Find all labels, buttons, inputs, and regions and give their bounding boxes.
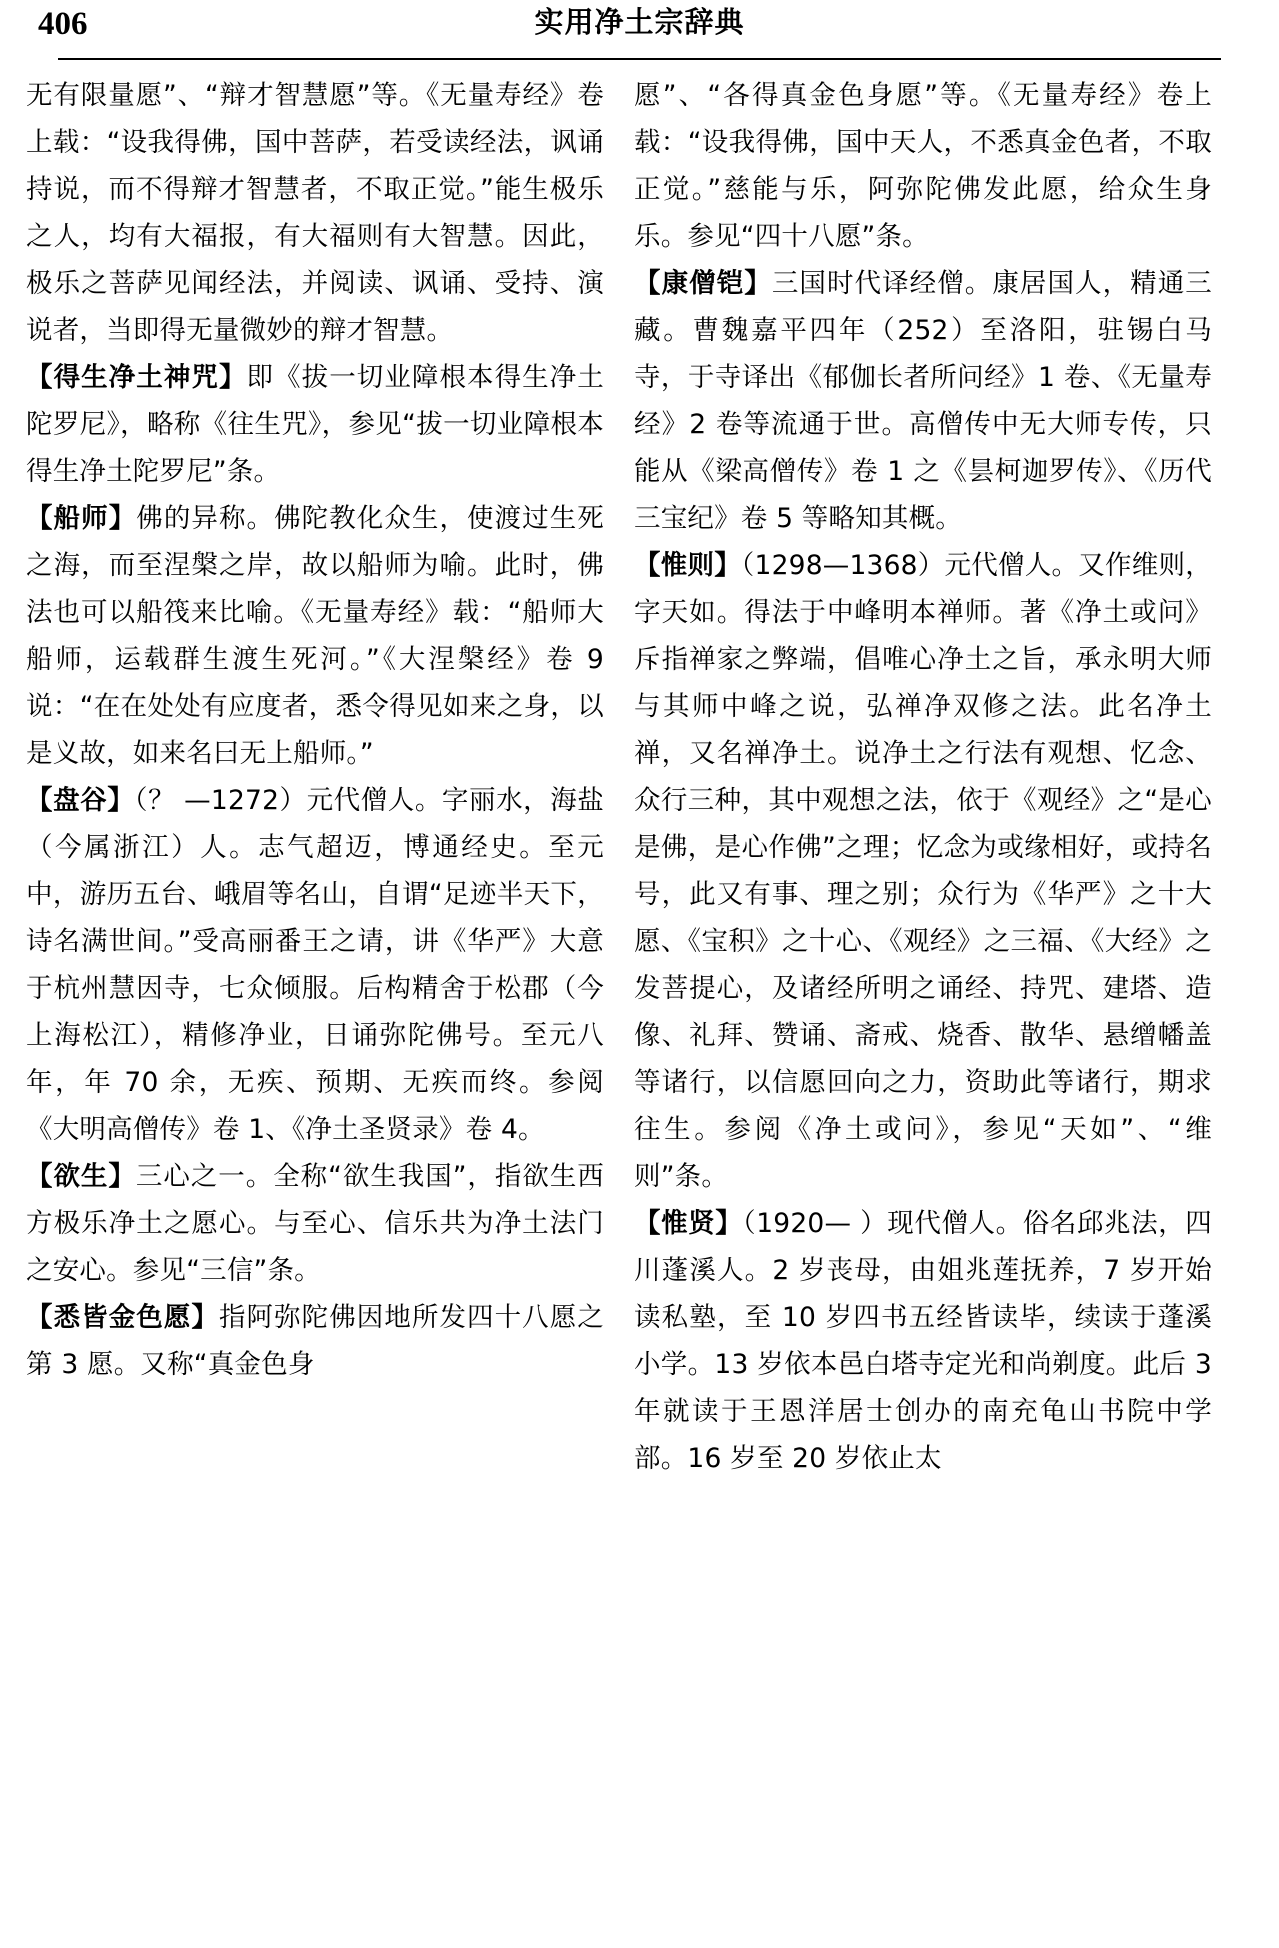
entry-yusheng — [26, 1153, 604, 1294]
text-columns — [0, 56, 1279, 1482]
entry-body: （1920— ）现代僧人。俗名邱兆法，四川蓬溪人。2 岁丧母，由姐兆莲抚养，7 岁开始读私塾，至 10 岁四书五经皆读毕，续读于蓬溪小学。13 岁依本邑白塔寺定光和尚剃度。此后 3 年就读于王恩洋居士创办的南充龟山书院中学部。16 岁至 20 岁依止太 — [634, 1208, 1212, 1474]
paragraph-continued-right — [634, 72, 1212, 260]
entry-headword: 【悉皆金色愿】 — [26, 1302, 219, 1333]
page-header-inner — [38, 5, 1241, 52]
paragraph-text: 无有限量愿”、“辩才智慧愿”等。《无量寿经》卷上载：“设我得佛，国中菩萨，若受读经法，讽诵持说，而不得辩才智慧者，不取正觉。”能生极乐之人，均有大福报，有大福则有大智慧。因此，极乐之菩萨见闻经法，并阅读、讽诵、受持、演说者，当即得无量微妙的辩才智慧。 — [26, 80, 604, 346]
entry-kangsengkai — [634, 260, 1212, 542]
running-title: 实用净土宗辞典 — [534, 5, 745, 39]
entry-headword: 【惟贤】 — [634, 1208, 743, 1239]
entry-body: （1298—1368）元代僧人。又作维则，字天如。得法于中峰明本禅师。著《净土或问》斥指禅家之弊端，倡唯心净土之旨，承永明大师与其师中峰之说，弘禅净双修之法。此名净土禅，又名禅净土。说净土之行法有观想、忆念、众行三种，其中观想之法，依于《观经》之“是心是佛，是心作佛”之理；忆念为或缘相好，或持名号，此又有事、理之别；众行为《华严》之十大愿、《宝积》之十心、《观经》之三福、《大经》之发菩提心，及诸经所明之诵经、持咒、建塔、造像、礼拜、赞诵、斋戒、烧香、散华、悬缯幡盖等诸行，以信愿回向之力，资助此等诸行，期求往生。参阅《净土或问》，参见“天如”、“维则”条。 — [634, 550, 1212, 1192]
entry-pangu — [26, 777, 604, 1153]
entry-headword: 【船师】 — [26, 503, 137, 534]
column-left — [26, 72, 604, 1482]
header-divider — [58, 58, 1221, 60]
page-number: 406 — [38, 6, 88, 42]
entry-deshengjingtushenzhou — [26, 354, 604, 495]
entry-chuanshi — [26, 495, 604, 777]
entry-headword: 【康僧铠】 — [634, 268, 772, 299]
entry-body: 三国时代译经僧。康居国人，精通三藏。曹魏嘉平四年（252）至洛阳，驻锡白马寺，于寺译出《郁伽长者所问经》1 卷、《无量寿经》2 卷等流通于世。高僧传中无大师专传，只能从《梁高僧传》卷 1 之《昙柯迦罗传》、《历代三宝纪》卷 5 等略知其概。 — [634, 268, 1213, 534]
page-header — [0, 0, 1279, 56]
paragraph-text: 愿”、“各得真金色身愿”等。《无量寿经》卷上载：“设我得佛，国中天人，不悉真金色者，不取正觉。”慈能与乐，阿弥陀佛发此愿，给众生身乐。参见“四十八愿”条。 — [634, 80, 1212, 252]
entry-headword: 【欲生】 — [26, 1161, 136, 1192]
entry-body: 佛的异称。佛陀教化众生，使渡过生死之海，而至涅槃之岸，故以船师为喻。此时，佛法也可以船筏来比喻。《无量寿经》载：“船师大船师，运载群生渡生死河。”《大涅槃经》卷 9 说：“在在处处有应度者，悉令得见如来之身，以是义故，如来名曰无上船师。” — [26, 503, 604, 769]
entry-headword: 【盘谷】 — [26, 785, 135, 816]
entry-headword: 【得生净土神咒】 — [26, 362, 247, 393]
entry-xijiejinseyuan — [26, 1294, 604, 1388]
paragraph-continued — [26, 72, 604, 354]
entry-headword: 【惟则】 — [634, 550, 742, 581]
entry-weize — [634, 542, 1212, 1200]
column-right — [634, 72, 1212, 1482]
entry-weixian — [634, 1200, 1212, 1482]
entry-body: 即《拔一切业障根本得生净土陀罗尼》，略称《往生咒》，参见“拔一切业障根本得生净土陀罗尼”条。 — [26, 362, 604, 487]
entry-body: 指阿弥陀佛因地所发四十八愿之第 3 愿。又称“真金色身 — [26, 1302, 604, 1380]
entry-body: 三心之一。全称“欲生我国”，指欲生西方极乐净土之愿心。与至心、信乐共为净土法门之安心。参见“三信”条。 — [26, 1161, 604, 1286]
entry-body: （？ —1272）元代僧人。字丽水，海盐（今属浙江）人。志气超迈，博通经史。至元中，游历五台、峨眉等名山，自谓“足迹半天下，诗名满世间。”受高丽番王之请，讲《华严》大意于杭州慧因寺，七众倾服。后构精舍于松郡（今上海松江），精修净业，日诵弥陀佛号。至元八年，年 70 余，无疾、预期、无疾而终。参阅《大明高僧传》卷 1、《净土圣贤录》卷 4。 — [26, 785, 604, 1145]
